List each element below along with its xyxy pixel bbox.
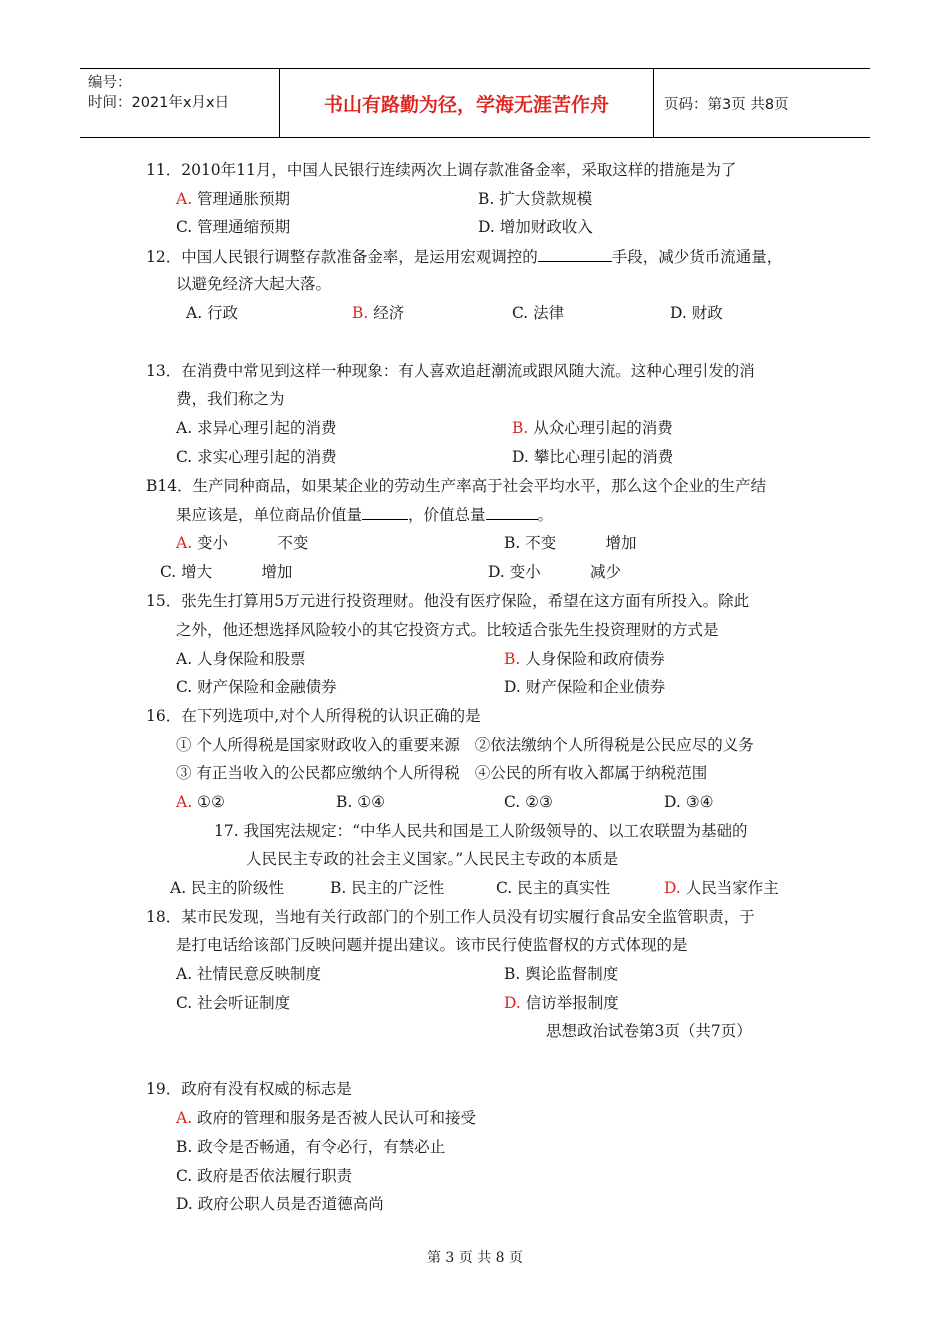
header-meta — [80, 69, 280, 137]
q19-option-b: B. 政令是否畅通，有令必行，有禁必止 — [176, 1138, 446, 1156]
option-text: 人身保险和政府债券 — [520, 650, 665, 668]
q18-stem: 18．某市民发现，当地有关行政部门的个别工作人员没有切实履行食品安全监管职责，于 — [146, 908, 755, 926]
date-line: 时间：2021年x月x日 — [88, 95, 230, 111]
exam-page-note: 思想政治试卷第3页（共7页） — [546, 1022, 752, 1040]
q14-option-d: D. 变小 减少 — [488, 563, 621, 581]
option-text: 人民当家作主 — [680, 879, 779, 897]
q16-stem: 16．在下列选项中,对个人所得税的认识正确的是 — [146, 707, 481, 725]
stem-text: 果应该是，单位商品价值量 — [176, 506, 363, 524]
option-text: 从众心理引起的消费 — [528, 419, 673, 437]
q18-option-c: C. 社会听证制度 — [176, 994, 291, 1012]
answer-letter: B. — [352, 304, 369, 322]
q13-option-d: D. 攀比心理引起的消费 — [512, 448, 674, 466]
option-text: 管理通胀预期 — [192, 190, 291, 208]
q17-stem-line2: 人民民主专政的社会主义国家。”人民民主专政的本质是 — [246, 850, 619, 868]
q17-option-b: B. 民主的广泛性 — [330, 879, 445, 897]
q11-option-a — [176, 189, 290, 209]
q12-option-a: A. 行政 — [186, 304, 239, 322]
q17-option-d — [664, 878, 779, 898]
answer-letter: A. — [176, 534, 193, 552]
answer-letter: D. — [664, 879, 681, 897]
page-footer: 第 3 页 共 8 页 — [426, 1250, 524, 1266]
q16-statements-1-2: ① 个人所得税是国家财政收入的重要来源 ②依法缴纳个人所得税是公民应尽的义务 — [176, 736, 754, 754]
q12-option-b — [352, 303, 404, 323]
option-text: 变小 不变 — [192, 534, 309, 552]
q12-stem — [146, 246, 782, 267]
q13-stem: 13．在消费中常见到这样一种现象：有人喜欢追赶潮流或跟风随大流。这种心理引发的消 — [146, 362, 755, 380]
option-text: 政府的管理和服务是否被人民认可和接受 — [192, 1109, 477, 1127]
q15-stem-line2: 之外，他还想选择风险较小的其它投资方式。比较适合张先生投资理财的方式是 — [176, 621, 719, 639]
q11-stem: 11．2010年11月，中国人民银行连续两次上调存款准备金率，采取这样的措施是为了 — [146, 161, 737, 179]
q19-option-a — [176, 1108, 476, 1128]
q16-statements-3-4: ③ 有正当收入的公民都应缴纳个人所得税 ④公民的所有收入都属于纳税范围 — [176, 764, 708, 782]
q13-option-c: C. 求实心理引起的消费 — [176, 448, 337, 466]
q11-option-b: B. 扩大贷款规模 — [478, 190, 593, 208]
q13-option-b — [512, 418, 673, 438]
header-motto: 书山有路勤为径，学海无涯苦作舟 — [280, 69, 654, 137]
q15-stem: 15．张先生打算用5万元进行投资理财。他没有医疗保险，希望在这方面有所投入。除此 — [146, 592, 750, 610]
q15-option-a: A. 人身保险和股票 — [176, 650, 306, 668]
header-page-code: 页码：第3页 共8页 — [664, 96, 789, 113]
q16-option-a — [176, 792, 225, 812]
q18-option-b: B. 舆论监督制度 — [504, 965, 619, 983]
q14-stem-line2 — [176, 504, 553, 525]
answer-letter: A. — [176, 190, 193, 208]
q13-stem-line2: 费，我们称之为 — [176, 390, 285, 408]
q14-option-a — [176, 533, 308, 553]
option-text: 信访举报制度 — [520, 994, 619, 1012]
q16-option-d: D. ③④ — [664, 793, 714, 811]
q15-option-c: C. 财产保险和金融债券 — [176, 678, 337, 696]
option-text: 经济 — [368, 304, 405, 322]
q18-stem-line2: 是打电话给该部门反映问题并提出建议。该市民行使监督权的方式体现的是 — [176, 936, 688, 954]
answer-letter: B. — [504, 650, 521, 668]
q12-option-c: C. 法律 — [512, 304, 565, 322]
stem-text: ，价值总量 — [408, 506, 486, 524]
q18-option-d — [504, 993, 619, 1013]
q19-stem: 19．政府有没有权威的标志是 — [146, 1080, 352, 1098]
q14-stem: B14．生产同种商品，如果某企业的劳动生产率高于社会平均水平，那么这个企业的生产结 — [146, 477, 767, 495]
q19-option-c: C. 政府是否依法履行职责 — [176, 1167, 353, 1185]
answer-letter: D. — [504, 994, 521, 1012]
fill-blank — [486, 504, 538, 520]
q14-option-b: B. 不变 增加 — [504, 534, 637, 552]
q17-option-c: C. 民主的真实性 — [496, 879, 611, 897]
answer-letter: B. — [512, 419, 529, 437]
q12-stem-line2: 以避免经济大起大落。 — [176, 275, 332, 293]
q14-option-c: C. 增大 增加 — [160, 563, 293, 581]
q16-option-c: C. ②③ — [504, 793, 553, 811]
answer-letter: A. — [176, 1109, 193, 1127]
stem-text: 12．中国人民银行调整存款准备金率，是运用宏观调控的 — [146, 248, 538, 266]
q19-option-d: D. 政府公职人员是否道德高尚 — [176, 1195, 384, 1213]
answer-letter: A. — [176, 793, 193, 811]
q17-option-a: A. 民主的阶级性 — [170, 879, 285, 897]
stem-text: 。 — [537, 506, 554, 524]
fill-blank — [362, 504, 408, 520]
q16-option-b: B. ①④ — [336, 793, 386, 811]
page-header — [80, 68, 870, 138]
q11-option-c: C. 管理通缩预期 — [176, 218, 291, 236]
q13-option-a: A. 求异心理引起的消费 — [176, 419, 337, 437]
fill-blank — [538, 246, 612, 262]
q18-option-a: A. 社情民意反映制度 — [176, 965, 322, 983]
q11-option-d: D. 增加财政收入 — [478, 218, 593, 236]
q15-option-d: D. 财产保险和企业债券 — [504, 678, 666, 696]
q15-option-b — [504, 649, 665, 669]
q12-option-d: D. 财政 — [670, 304, 723, 322]
option-text: ①② — [192, 793, 225, 811]
serial-label: 编号： — [88, 75, 132, 91]
stem-text: 手段，减少货币流通量， — [611, 248, 783, 266]
q17-stem: 17. 我国宪法规定：“中华人民共和国是工人阶级领导的、以工农联盟为基础的 — [214, 822, 748, 840]
